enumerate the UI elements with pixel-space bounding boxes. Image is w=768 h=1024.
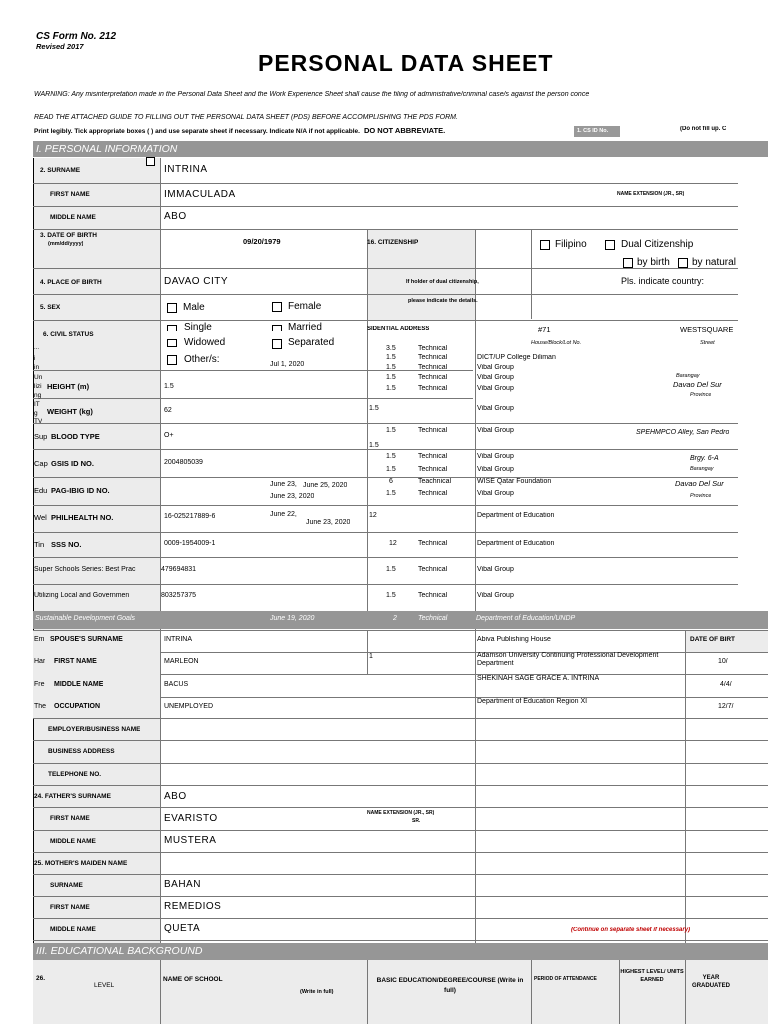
utilizing-value: 803257375 — [161, 592, 197, 599]
dob-value[interactable]: 09/20/1979 — [243, 237, 281, 246]
training-organizer: DICT/UP College Diliman — [477, 354, 556, 361]
cs-id-note: (Do not fill up. C — [680, 126, 727, 132]
print-instruction — [34, 126, 445, 135]
father-middle-name-value[interactable]: MUSTERA — [164, 835, 217, 846]
training-organizer: Vibal Group — [477, 453, 514, 460]
employer-label: EMPLOYER/BUSINESS NAME — [48, 726, 141, 733]
overlay-fragment: Un — [34, 374, 43, 381]
training-type: Technical — [418, 374, 448, 381]
training-type: Technical — [418, 345, 448, 352]
overlay-fragment: The — [34, 703, 47, 710]
section-educational-background: III. EDUCATIONAL BACKGROUND — [33, 943, 768, 960]
training-organizer: Vibal Group — [477, 385, 514, 392]
adamson-hours: 1 — [369, 653, 373, 660]
training-organizer: Vibal Group — [477, 427, 514, 434]
training-organizer: Department of Education — [477, 540, 555, 547]
by-birth-option: by birth — [637, 257, 670, 268]
overlay-fragment: Sup — [34, 432, 48, 441]
overlay-fragment: Tin — [34, 540, 45, 549]
occupation-label: OCCUPATION — [54, 703, 101, 710]
training-type: Technical — [418, 592, 448, 599]
guide-instruction: READ THE ATTACHED GUIDE TO FILLING OUT THE PERSONAL DATA SHEET (PDS) BEFORE ACCOMPLISHING THE PDS FORM. — [34, 114, 458, 121]
training-type: Technical — [418, 540, 448, 547]
pob-label: 4. PLACE OF BIRTH — [40, 279, 102, 286]
sdg-hours: 2 — [393, 615, 397, 622]
sss-value[interactable]: 0009-1954009-1 — [164, 540, 216, 547]
school-write-note: (Write in full) — [300, 989, 334, 995]
sex-label: 5. SEX — [40, 304, 61, 311]
father-surname-label: 24. FATHER'S SURNAME — [34, 793, 111, 800]
print-note-text: Print legibly. Tick appropriate boxes ( ) and use separate sheet if necessary. Indicate N/A if not applicable. — [34, 128, 360, 135]
pagibig-date-1: June 23, — [270, 481, 297, 488]
filipino-checkbox[interactable] — [540, 240, 550, 250]
mother-middle-name-label: MIDDLE NAME — [50, 926, 96, 933]
training-hours: 1.5 — [386, 374, 396, 381]
blood-type-label: BLOOD TYPE — [51, 432, 100, 441]
street-value[interactable]: WESTSQUARE — [680, 325, 734, 334]
middle-name-label: MIDDLE NAME — [50, 214, 96, 221]
spouse-surname-value[interactable]: INTRINA — [164, 636, 192, 643]
training-organizer: Department of Education — [477, 512, 555, 519]
male-checkbox[interactable] — [167, 303, 177, 313]
mother-middle-name-value[interactable]: QUETA — [164, 923, 201, 934]
education-level-header: LEVEL — [94, 982, 115, 989]
country-prompt: Pls. indicate country: — [621, 276, 705, 286]
training-type: Technical — [418, 427, 448, 434]
subdivision-value[interactable]: SPEHMPCO Alley, San Pedro — [636, 429, 730, 436]
others-option: Other/s: — [184, 354, 220, 365]
separated-checkbox[interactable] — [272, 339, 282, 349]
training-hours: 1.5 — [369, 442, 379, 449]
barangay-label-2: Barangay — [690, 466, 714, 472]
training-hours: 3.5 — [386, 345, 396, 352]
training-hours: 1.5 — [386, 453, 396, 460]
name-extension-label: NAME EXTENSION (JR., SR) — [617, 191, 685, 197]
civil-status-date: Jul 1, 2020 — [270, 361, 305, 368]
mother-maiden-label: 25. MOTHER'S MAIDEN NAME — [34, 860, 128, 867]
citizenship-label: 16. CITIZENSHIP — [367, 239, 419, 246]
house-block-label: House/Block/Lot No. — [531, 340, 582, 346]
utilizing-text: Utilizing Local and Governmen — [34, 592, 130, 599]
telephone-label: TELEPHONE NO. — [48, 771, 102, 778]
child-name: SHEKINAH SAGE GRACE A. INTRINA — [477, 675, 600, 682]
training-hours: 6 — [389, 478, 393, 485]
overlay-fragment: i — [34, 355, 36, 362]
deped-region-entry: Department of Education Region XI — [477, 698, 588, 705]
pagibig-label: PAG-IBIG ID NO. — [51, 486, 110, 495]
overlay-fragment: TV — [34, 418, 43, 425]
training-hours: 1.5 — [386, 364, 396, 371]
sdg-organizer: Department of Education/UNDP — [476, 615, 576, 622]
pagibig-date-2: June 25, 2020 — [303, 482, 348, 489]
spouse-first-name-label: FIRST NAME — [54, 658, 97, 665]
city-value[interactable]: Davao Del Sur — [673, 380, 722, 389]
training-type: Technical — [418, 354, 448, 361]
school-name-header: NAME OF SCHOOL — [163, 976, 223, 983]
training-organizer: Vibal Group — [477, 364, 514, 371]
married-checkbox[interactable] — [272, 325, 282, 331]
dual-citizenship-checkbox[interactable] — [605, 240, 615, 250]
philhealth-date-2: June 23, 2020 — [306, 519, 351, 526]
first-name-value[interactable]: IMMACULADA — [164, 189, 236, 200]
philhealth-date-1: June 22, — [270, 511, 297, 518]
overlay-fragment: ... — [34, 345, 40, 351]
dual-citizenship-option: Dual Citizenship — [621, 239, 694, 250]
by-naturalization-checkbox[interactable] — [678, 258, 688, 268]
page-title: PERSONAL DATA SHEET — [258, 50, 554, 76]
house-number[interactable]: #71 — [538, 325, 551, 334]
training-hours: 1.5 — [386, 385, 396, 392]
training-type: Technical — [418, 364, 448, 371]
female-checkbox[interactable] — [272, 302, 282, 312]
overlay-fragment: Em — [34, 636, 45, 643]
overlay-fragment: in — [34, 364, 40, 371]
spouse-first-name-value[interactable]: MARLEON — [164, 658, 199, 665]
female-option: Female — [288, 301, 322, 312]
warning-text: WARNING: Any misinterpretation made in the Personal Data Sheet and the Work Experience Sheet shall cause the filing of administrative/criminal case/s against the person conce — [34, 91, 590, 98]
surname-value[interactable]: INTRINA — [164, 164, 208, 175]
training-hours: 12 — [389, 540, 397, 547]
father-first-name-value[interactable]: EVARISTO — [164, 813, 218, 824]
father-name-ext-label: NAME EXTENSION (JR., SR) — [367, 810, 435, 816]
training-type: Technical — [418, 453, 448, 460]
gsis-label: GSIS ID NO. — [51, 459, 94, 468]
child-dob-2: 4/4/ — [720, 681, 732, 688]
training-type: Technical — [418, 466, 448, 473]
weight-value[interactable]: 62 — [164, 407, 172, 414]
highest-level-header: HIGHEST LEVEL/ UNITS EARNED — [620, 969, 684, 983]
no-abbreviate-text: DO NOT ABBREVIATE. — [363, 126, 446, 135]
spouse-surname-label: SPOUSE'S SURNAME — [50, 636, 123, 643]
overlay-fragment: g — [34, 410, 38, 417]
overlay-fragment: ng — [34, 392, 42, 399]
residential-address-label: SIDENTIAL ADDRESS — [367, 326, 430, 332]
training-hours: 1.5 — [386, 490, 396, 497]
overlay-fragment: Har — [34, 658, 46, 665]
training-hours: 1.5 — [386, 592, 396, 599]
education-item-number: 26. — [36, 975, 46, 982]
spouse-middle-name-value[interactable]: BACUS — [164, 681, 189, 688]
continue-note: (Continue on separate sheet if necessary) — [571, 927, 691, 933]
barangay-label: Barangay — [676, 373, 700, 379]
course-header: BASIC EDUCATION/DEGREE/COURSE (Write in full) — [376, 977, 524, 994]
training-organizer: WISE Qatar Foundation — [477, 478, 552, 485]
father-middle-name-label: MIDDLE NAME — [50, 838, 96, 845]
philhealth-label: PHILHEALTH NO. — [51, 513, 114, 522]
surname-label: 2. SURNAME — [40, 167, 81, 174]
training-hours: 1.5 — [386, 566, 396, 573]
abiva-entry: Abiva Publishing House — [477, 636, 551, 643]
dual-note-2: please indicate the details. — [408, 298, 478, 304]
training-organizer: Vibal Group — [477, 466, 514, 473]
by-birth-checkbox[interactable] — [623, 258, 633, 268]
province-label-2: Province — [690, 493, 712, 499]
overlay-fragment: lizi — [34, 383, 42, 390]
gsis-value[interactable]: 2004805039 — [164, 459, 203, 466]
child-dob-1: 10/ — [718, 658, 728, 665]
revision-note: Revised 2017 — [36, 42, 84, 51]
date-of-birth-header: DATE OF BIRT — [690, 636, 736, 643]
form-number: CS Form No. 212 — [36, 31, 117, 42]
training-hours: 1.5 — [369, 405, 379, 412]
mother-first-name-value[interactable]: REMEDIOS — [164, 901, 222, 912]
training-organizer: Vibal Group — [477, 592, 514, 599]
training-organizer: Vibal Group — [477, 566, 514, 573]
sss-label: SSS NO. — [51, 540, 82, 549]
father-name-ext-value[interactable]: SR. — [412, 818, 421, 824]
sdg-row — [33, 611, 768, 629]
middle-name-value[interactable]: ABO — [164, 211, 187, 222]
pagibig-date-3: June 23, 2020 — [270, 493, 315, 500]
civil-status-label: 6. CIVIL STATUS — [43, 331, 94, 338]
cs-id-label: 1. CS ID No. — [574, 126, 620, 137]
philhealth-value[interactable]: 16-025217889-6 — [164, 513, 216, 520]
province-label: Province — [690, 392, 712, 398]
child-dob-3: 12/7/ — [718, 703, 734, 710]
training-hours: 1.5 — [386, 354, 396, 361]
overlay-fragment: Wel — [34, 513, 47, 522]
sdg-title: Sustainable Development Goals — [35, 615, 136, 622]
overlay-fragment: Edu — [34, 486, 48, 495]
training-type: Teachnical — [418, 478, 452, 485]
sdg-date: June 19, 2020 — [270, 615, 315, 622]
mother-surname-value[interactable]: BAHAN — [164, 879, 201, 890]
filipino-option: Filipino — [555, 239, 587, 250]
overlay-fragment: Cap — [34, 459, 48, 468]
married-option: Married — [288, 322, 322, 333]
widowed-option: Widowed — [184, 337, 226, 347]
mother-first-name-label: FIRST NAME — [50, 904, 90, 911]
business-address-label: BUSINESS ADDRESS — [48, 748, 115, 755]
training-organizer: Vibal Group — [477, 405, 514, 412]
single-option: Single — [184, 322, 212, 332]
single-checkbox[interactable] — [167, 325, 177, 331]
weight-label: WEIGHT (kg) — [47, 407, 93, 416]
year-graduated-header: YEAR GRADUATED — [692, 975, 730, 989]
separated-option: Separated — [288, 337, 335, 348]
height-value[interactable]: 1.5 — [164, 383, 174, 390]
adamson-entry: Adamson University Continuing Professional Development Department — [477, 652, 659, 667]
overlay-fragment: IT — [34, 401, 40, 408]
dob-format-label: (mm/dd/yyyy) — [48, 241, 84, 247]
training-organizer: Vibal Group — [477, 490, 514, 497]
by-naturalization-option: by natural — [692, 257, 736, 268]
overlay-fragment: Fre — [34, 681, 45, 688]
dual-note-1: If holder of dual citizenship, — [406, 279, 479, 285]
training-organizer: Vibal Group — [477, 374, 514, 381]
training-type: Technical — [418, 490, 448, 497]
others-checkbox[interactable] — [167, 355, 177, 365]
widowed-checkbox[interactable] — [167, 339, 177, 347]
training-hours: 12 — [369, 512, 377, 519]
mother-surname-label: SURNAME — [50, 882, 83, 889]
sdg-type: Technical — [418, 615, 448, 622]
pob-value[interactable]: DAVAO CITY — [164, 276, 229, 287]
dob-label: 3. DATE OF BIRTH — [40, 232, 97, 239]
period-attendance-header: PERIOD OF ATTENDANCE — [534, 976, 597, 982]
training-type: Technical — [418, 566, 448, 573]
father-surname-value[interactable]: ABO — [164, 791, 187, 802]
height-label: HEIGHT (m) — [47, 382, 90, 391]
city-value-2[interactable]: Davao Del Sur — [675, 479, 724, 488]
training-hours: 1.5 — [386, 466, 396, 473]
father-first-name-label: FIRST NAME — [50, 815, 90, 822]
tick-box[interactable] — [146, 157, 155, 166]
super-schools-value: 479694831 — [161, 566, 197, 573]
barangay-value[interactable]: Brgy. 6-A — [690, 455, 719, 462]
street-label: Street — [700, 340, 715, 346]
training-type: Technical — [418, 385, 448, 392]
section-personal-information: I. PERSONAL INFORMATION — [33, 141, 768, 157]
training-hours: 1.5 — [386, 427, 396, 434]
spouse-middle-name-label: MIDDLE NAME — [54, 681, 104, 688]
blood-type-value[interactable]: O+ — [164, 432, 174, 439]
occupation-value[interactable]: UNEMPLOYED — [164, 703, 214, 710]
male-option: Male — [183, 302, 205, 313]
first-name-label: FIRST NAME — [50, 191, 90, 198]
super-schools-text: Super Schools Series: Best Prac — [34, 566, 136, 573]
